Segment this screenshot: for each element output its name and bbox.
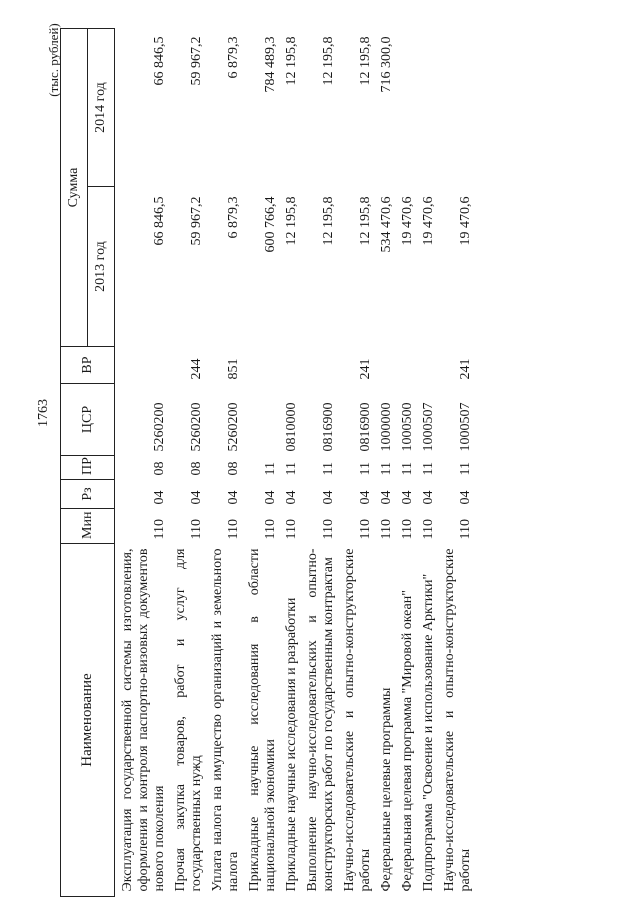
row-sum-2014: 66 846,5 (152, 36, 167, 86)
row-sum-2013: 19 470,6 (458, 196, 473, 246)
row-sum-2013: 534 470,6 (379, 196, 394, 253)
row-min-code: 110 (263, 519, 278, 540)
row-csr-code (242, 384, 279, 456)
row-sum-2013: 600 766,4 (263, 196, 278, 253)
budget-table (60, 28, 474, 897)
row-vr-code (416, 347, 437, 384)
row-name: Эксплуатация государственной системы изготовления, оформления и контроля паспортно-визовых документов нового поколения (120, 548, 167, 892)
header-year-2013: 2013 год (88, 187, 115, 347)
row-min-code: 110 (284, 519, 299, 540)
row-name: Уплата налога на имущество организаций и земельного налога (210, 548, 241, 892)
row-sum-2014 (416, 29, 437, 187)
row-sum-2013: 12 195,8 (284, 196, 299, 246)
row-vr-code (115, 347, 169, 384)
table-row (168, 29, 205, 897)
row-rz-code: 04 (284, 490, 299, 505)
row-sum-2014: 784 489,3 (263, 36, 278, 93)
row-sum-2014: 12 195,8 (358, 36, 373, 86)
row-vr-code (395, 347, 416, 384)
row-rz-code: 04 (421, 490, 436, 505)
table-row (416, 29, 437, 897)
table-row (242, 29, 279, 897)
row-min-code: 110 (226, 519, 241, 540)
header-sum: Сумма (61, 29, 88, 347)
row-rz-code: 04 (226, 490, 241, 505)
header-name: Наименование (61, 544, 115, 897)
header-year-2014: 2014 год (88, 29, 115, 187)
row-name: Федеральная целевая программа "Мировой океан" (400, 590, 415, 892)
row-min-code: 110 (321, 519, 336, 540)
row-pr-code: 11 (358, 462, 373, 476)
row-rz-code: 04 (321, 490, 336, 505)
table-row (374, 29, 395, 897)
row-pr-code: 08 (152, 461, 167, 476)
row-vr-code (374, 347, 395, 384)
row-sum-2013: 12 195,8 (321, 196, 336, 246)
table-row (300, 29, 337, 897)
row-csr-code: 1000000 (379, 402, 394, 452)
row-min-code: 110 (189, 519, 204, 540)
row-csr-code: 5260200 (189, 402, 204, 452)
row-rz-code: 04 (152, 490, 167, 505)
row-pr-code: 08 (226, 461, 241, 476)
row-sum-2013: 59 967,2 (189, 196, 204, 246)
header-rz: Рз (61, 480, 115, 509)
row-sum-2013: 19 470,6 (421, 196, 436, 246)
row-pr-code: 11 (263, 462, 278, 476)
row-sum-2014: 6 879,3 (226, 36, 241, 79)
table-row (437, 29, 474, 897)
header-vr: ВР (61, 347, 115, 384)
row-rz-code: 04 (189, 490, 204, 505)
row-sum-2013: 12 195,8 (358, 196, 373, 246)
row-sum-2013: 6 879,3 (226, 196, 241, 239)
row-csr-code: 1000507 (458, 402, 473, 452)
row-vr-code: 244 (189, 358, 204, 380)
row-pr-code: 11 (421, 462, 436, 476)
table-row (205, 29, 242, 897)
row-min-code: 110 (458, 519, 473, 540)
row-name: Научно-исследовательские и опытно-конструкторские работы (342, 548, 373, 892)
row-rz-code: 04 (358, 490, 373, 505)
row-csr-code: 0816900 (321, 402, 336, 452)
row-rz-code: 04 (400, 490, 415, 505)
row-csr-code: 1000507 (421, 402, 436, 452)
row-vr-code: 851 (226, 358, 241, 380)
row-sum-2014 (437, 29, 474, 187)
page-number: 1763 (36, 399, 51, 427)
table-body (115, 29, 475, 897)
table-row (279, 29, 300, 897)
row-pr-code: 08 (189, 461, 204, 476)
row-name: Прочая закупка товаров, работ и услуг для государственных нужд (173, 548, 204, 892)
row-min-code: 110 (358, 519, 373, 540)
row-sum-2014 (395, 29, 416, 187)
row-vr-code (242, 347, 279, 384)
row-min-code: 110 (379, 519, 394, 540)
table-row (337, 29, 374, 897)
row-rz-code: 04 (379, 490, 394, 505)
row-pr-code: 11 (379, 462, 394, 476)
units-note: (тыс. рублей) (46, 23, 61, 97)
header-min: Мин (61, 509, 115, 544)
row-csr-code: 0810000 (284, 402, 299, 452)
row-name: Подпрограмма "Освоение и использование Арктики" (421, 573, 436, 892)
row-min-code: 110 (421, 519, 436, 540)
row-sum-2014: 12 195,8 (321, 36, 336, 86)
row-sum-2014: 59 967,2 (189, 36, 204, 86)
row-name: Прикладные научные исследования в области национальной экономики (247, 548, 278, 892)
row-pr-code: 11 (321, 462, 336, 476)
table-row (395, 29, 416, 897)
row-csr-code: 5260200 (152, 402, 167, 452)
row-sum-2014: 12 195,8 (284, 36, 299, 86)
row-rz-code: 04 (263, 490, 278, 505)
row-rz-code: 04 (458, 490, 473, 505)
row-name: Научно-исследовательские и опытно-конструкторские работы (442, 548, 473, 892)
row-sum-2013: 66 846,5 (152, 196, 167, 246)
row-min-code: 110 (400, 519, 415, 540)
row-pr-code: 11 (284, 462, 299, 476)
header-pr: ПР (61, 456, 115, 480)
header-csr: ЦСР (61, 384, 115, 456)
row-name: Федеральные целевые программы (379, 687, 394, 892)
row-vr-code: 241 (358, 358, 373, 380)
table-row (115, 29, 169, 897)
row-pr-code: 11 (400, 462, 415, 476)
row-csr-code: 1000500 (400, 402, 415, 452)
row-name: Прикладные научные исследования и разработки (284, 597, 299, 892)
row-csr-code: 5260200 (226, 402, 241, 452)
row-name: Выполнение научно-исследовательских и опытно-конструкторских работ по государственным контрактам (305, 548, 336, 892)
row-vr-code (300, 347, 337, 384)
row-pr-code: 11 (458, 462, 473, 476)
row-sum-2013: 19 470,6 (400, 196, 415, 246)
row-csr-code: 0816900 (358, 402, 373, 452)
row-min-code: 110 (152, 519, 167, 540)
row-vr-code (279, 347, 300, 384)
row-vr-code: 241 (458, 358, 473, 380)
row-sum-2014: 716 300,0 (379, 36, 394, 93)
